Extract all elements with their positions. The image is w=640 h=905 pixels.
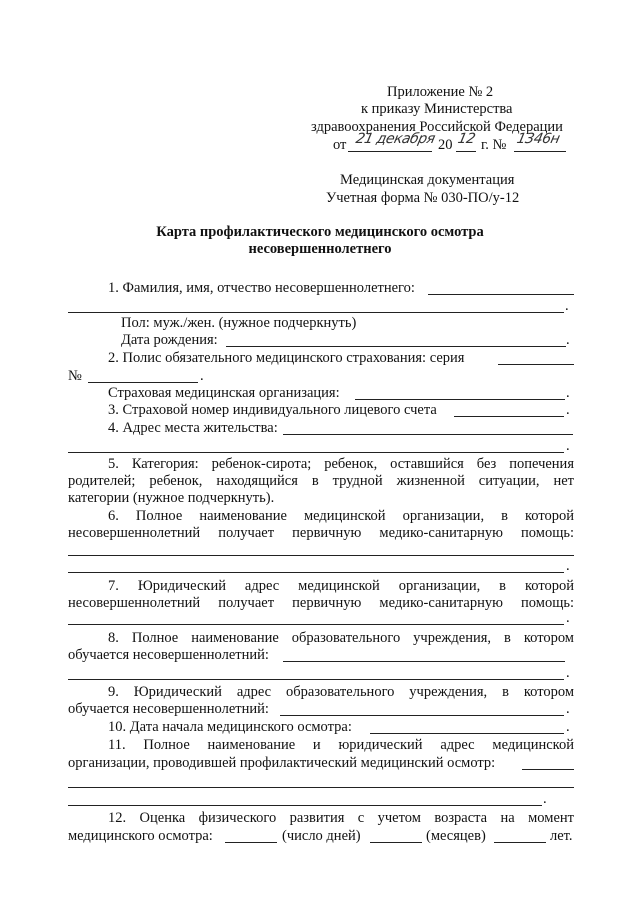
years-label: лет.	[550, 828, 573, 844]
period: .	[566, 665, 570, 681]
form-number: Учетная форма № 030-ПО/у-12	[326, 190, 520, 206]
field11-line2: организации, проводившей профилактический медицинский осмотр:	[68, 755, 496, 771]
field6-input-line2[interactable]	[68, 572, 564, 573]
field5-line3: категории (нужное подчеркнуть).	[68, 490, 275, 506]
period: .	[566, 610, 570, 626]
page-title: Карта профилактического медицинского осмотра	[156, 224, 484, 240]
field6-line1: 6. Полное наименование медицинской организации, в которой	[108, 508, 574, 524]
appendix-label: Приложение № 2	[387, 84, 494, 100]
field11-input-line3[interactable]	[68, 805, 542, 806]
period: .	[566, 719, 570, 735]
order-number-prefix: г. №	[481, 137, 507, 153]
field9-line1: 9. Юридический адрес образовательного учреждения, в котором	[108, 684, 574, 700]
years-input-line[interactable]	[494, 842, 546, 843]
field6-line2: несовершеннолетний получает первичную медико-санитарную помощь:	[68, 525, 574, 541]
year-prefix: 20	[438, 137, 453, 153]
page-title-line2: несовершеннолетнего	[248, 241, 392, 257]
birth-date-label: Дата рождения:	[121, 332, 218, 348]
insurer-input-line[interactable]	[355, 399, 565, 400]
date-line	[348, 151, 432, 152]
field4-label: 4. Адрес места жительства:	[108, 420, 278, 436]
field8-line2: обучается несовершеннолетний:	[68, 647, 269, 663]
year-line	[456, 151, 476, 152]
field3-label: 3. Страховой номер индивидуального лицевого счета	[108, 402, 437, 418]
field1-label: 1. Фамилия, имя, отчество несовершеннолетнего:	[108, 280, 415, 296]
field12-line1: 12. Оценка физического развития с учетом возраста на момент	[108, 810, 574, 826]
field1-input-line2[interactable]	[68, 312, 564, 313]
field5-line2: родителей; ребенок, находящийся в трудной жизненной ситуации, нет	[68, 473, 574, 489]
field7-line1: 7. Юридический адрес медицинской организации, в которой	[108, 578, 574, 594]
date-prefix: от	[333, 137, 347, 153]
field11-input-line[interactable]	[522, 769, 574, 770]
insurer-label: Страховая медицинская организация:	[108, 385, 340, 401]
period: .	[565, 298, 569, 314]
number-handwritten: 1346н	[515, 131, 561, 147]
number-line	[514, 151, 566, 152]
months-label: (месяцев)	[426, 828, 486, 844]
period: .	[566, 438, 570, 454]
days-label: (число дней)	[282, 828, 361, 844]
exam-date-input-line[interactable]	[370, 733, 564, 734]
snils-input-line[interactable]	[454, 416, 564, 417]
doc-type-line1: Медицинская документация	[340, 172, 515, 188]
days-input-line[interactable]	[225, 842, 277, 843]
period: .	[200, 368, 204, 384]
field8-line1: 8. Полное наименование образовательного учреждения, в котором	[108, 630, 574, 646]
months-input-line[interactable]	[370, 842, 422, 843]
field11-line1: 11. Полное наименование и юридический адрес медицинской	[108, 737, 574, 753]
policy-number-label: №	[68, 368, 82, 384]
policy-number-input-line[interactable]	[88, 382, 198, 383]
field9-line2: обучается несовершеннолетний:	[68, 701, 269, 717]
date-handwritten: 21 декабря	[354, 131, 437, 147]
ministry-line: здравоохранения Российской Федерации	[311, 119, 563, 135]
field6-input-line[interactable]	[68, 555, 574, 556]
birth-date-input-line[interactable]	[226, 346, 566, 347]
field1-input-line[interactable]	[428, 294, 574, 295]
field8-input-line[interactable]	[283, 661, 565, 662]
order-line: к приказу Министерства	[361, 101, 513, 117]
field10-label: 10. Дата начала медицинского осмотра:	[108, 719, 352, 735]
field7-line2: несовершеннолетний получает первичную медико-санитарную помощь:	[68, 595, 574, 611]
address-input-line2[interactable]	[68, 452, 564, 453]
period: .	[566, 402, 570, 418]
address-input-line[interactable]	[283, 434, 573, 435]
period: .	[566, 332, 570, 348]
field8-input-line2[interactable]	[68, 679, 564, 680]
field12-line2-label: медицинского осмотра:	[68, 828, 213, 844]
sex-label: Пол: муж./жен. (нужное подчеркнуть)	[121, 315, 357, 331]
field9-input-line[interactable]	[280, 715, 564, 716]
period: .	[566, 558, 570, 574]
field7-input-line[interactable]	[68, 624, 564, 625]
year-handwritten: 12	[456, 131, 477, 147]
field11-input-line2[interactable]	[68, 787, 574, 788]
period: .	[566, 701, 570, 717]
period: .	[543, 791, 547, 807]
field2-label: 2. Полис обязательного медицинского страхования: серия	[108, 350, 465, 366]
policy-series-input-line[interactable]	[498, 364, 574, 365]
period: .	[566, 385, 570, 401]
field5-line1: 5. Категория: ребенок-сирота; ребенок, оставшийся без попечения	[108, 456, 574, 472]
